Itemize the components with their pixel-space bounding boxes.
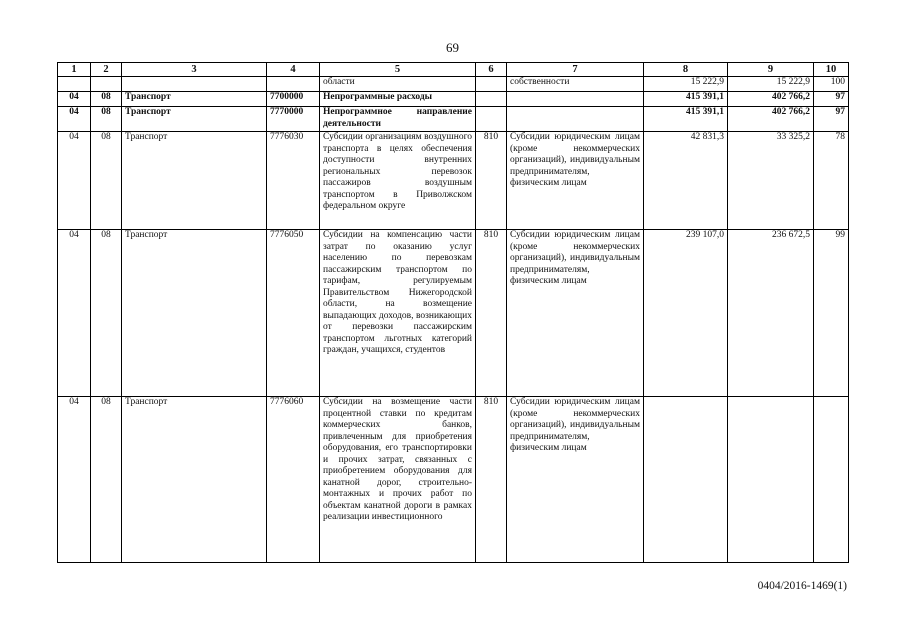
table-row — [58, 77, 849, 92]
target-article-code: 7776030 — [267, 132, 320, 230]
expense-description: Субсидии на возмещение части процентной ставки по кредитам коммерческих банков, привлеченным для приобретения оборудования, его транспортировки и прочих затрат, связанных с приобретением оборудования для канатной дорог, строительно-монтажных и прочих работ по объектам канатной дороги в рамках реализации инвестиционного — [320, 397, 476, 563]
expense-type-name: Субсидии юридическим лицам (кроме некоммерческих организаций), индивидуальным предпринимателям, физическим лицам — [507, 397, 644, 563]
table-row — [58, 230, 849, 397]
expense-type-name: Субсидии юридическим лицам (кроме некоммерческих организаций), индивидуальным предпринимателям, физическим лицам — [507, 132, 644, 230]
expense-type-code: 810 — [476, 230, 507, 397]
target-article-code: 7776050 — [267, 230, 320, 397]
planned-amount: 239 107,0 — [644, 230, 728, 397]
section-name: Транспорт — [122, 397, 267, 563]
expense-type-name — [507, 107, 644, 132]
execution-percent: 99 — [814, 230, 849, 397]
target-article-code: 7776060 — [267, 397, 320, 563]
target-article-code: 7700000 — [267, 92, 320, 107]
planned-amount: 415 391,1 — [644, 107, 728, 132]
target-article-code: 7770000 — [267, 107, 320, 132]
expense-description: Непрограммное направление деятельности — [320, 107, 476, 132]
table-row — [58, 92, 849, 107]
executed-amount: 15 222,9 — [728, 77, 814, 92]
expense-type-code — [476, 92, 507, 107]
execution-percent: 78 — [814, 132, 849, 230]
subsection-code: 08 — [91, 107, 122, 132]
section-code: 04 — [58, 107, 91, 132]
execution-percent: 100 — [814, 77, 849, 92]
expense-description: Субсидии организациям воздушного транспорта в целях обеспечения доступности внутренних региональных перевозок пассажиров воздушным транспортом в Приволжском федеральном округе — [320, 132, 476, 230]
expense-type-code: 810 — [476, 397, 507, 563]
executed-amount: 33 325,2 — [728, 132, 814, 230]
subsection-code: 08 — [91, 230, 122, 397]
column-header: 5 — [320, 63, 476, 77]
expense-description: области — [320, 77, 476, 92]
executed-amount — [728, 397, 814, 563]
budget-table — [57, 62, 849, 563]
section-code: 04 — [58, 132, 91, 230]
column-header: 6 — [476, 63, 507, 77]
section-name: Транспорт — [122, 107, 267, 132]
expense-type-name: собственности — [507, 77, 644, 92]
expense-type-name: Субсидии юридическим лицам (кроме некоммерческих организаций), индивидуальным предпринимателям, физическим лицам — [507, 230, 644, 397]
subsection-code: 08 — [91, 397, 122, 563]
subsection-code: 08 — [91, 132, 122, 230]
section-name: Транспорт — [122, 92, 267, 107]
section-name: Транспорт — [122, 230, 267, 397]
page-number: 69 — [446, 40, 459, 55]
expense-description: Непрограммные расходы — [320, 92, 476, 107]
executed-amount: 402 766,2 — [728, 107, 814, 132]
subsection-code — [91, 77, 122, 92]
table-row — [58, 107, 849, 132]
column-header: 7 — [507, 63, 644, 77]
column-header: 2 — [91, 63, 122, 77]
column-header: 8 — [644, 63, 728, 77]
expense-type-code — [476, 77, 507, 92]
expense-type-code — [476, 107, 507, 132]
execution-percent: 97 — [814, 107, 849, 132]
execution-percent — [814, 397, 849, 563]
executed-amount: 402 766,2 — [728, 92, 814, 107]
column-header: 10 — [814, 63, 849, 77]
column-header: 1 — [58, 63, 91, 77]
target-article-code — [267, 77, 320, 92]
table-row — [58, 397, 849, 563]
planned-amount: 15 222,9 — [644, 77, 728, 92]
planned-amount — [644, 397, 728, 563]
subsection-code: 08 — [91, 92, 122, 107]
section-name — [122, 77, 267, 92]
executed-amount: 236 672,5 — [728, 230, 814, 397]
expense-type-code: 810 — [476, 132, 507, 230]
expense-description: Субсидии на компенсацию части затрат по оказанию услуг населению по перевозкам пассажирским транспортом по тарифам, регулируемым Правительством Нижегородской области, на возмещение выпадающих доходов, возникающих от перевозки пассажирским транспортом льготных категорий граждан, учащихся, студентов — [320, 230, 476, 397]
column-header: 4 — [267, 63, 320, 77]
section-code: 04 — [58, 230, 91, 397]
expense-type-name — [507, 92, 644, 107]
section-name: Транспорт — [122, 132, 267, 230]
section-code: 04 — [58, 397, 91, 563]
execution-percent: 97 — [814, 92, 849, 107]
planned-amount: 415 391,1 — [644, 92, 728, 107]
planned-amount: 42 831,3 — [644, 132, 728, 230]
section-code — [58, 77, 91, 92]
table-row — [58, 132, 849, 230]
document-code: 0404/2016-1469(1) — [757, 580, 847, 592]
column-header: 9 — [728, 63, 814, 77]
section-code: 04 — [58, 92, 91, 107]
column-header: 3 — [122, 63, 267, 77]
table-header-row — [58, 63, 849, 77]
